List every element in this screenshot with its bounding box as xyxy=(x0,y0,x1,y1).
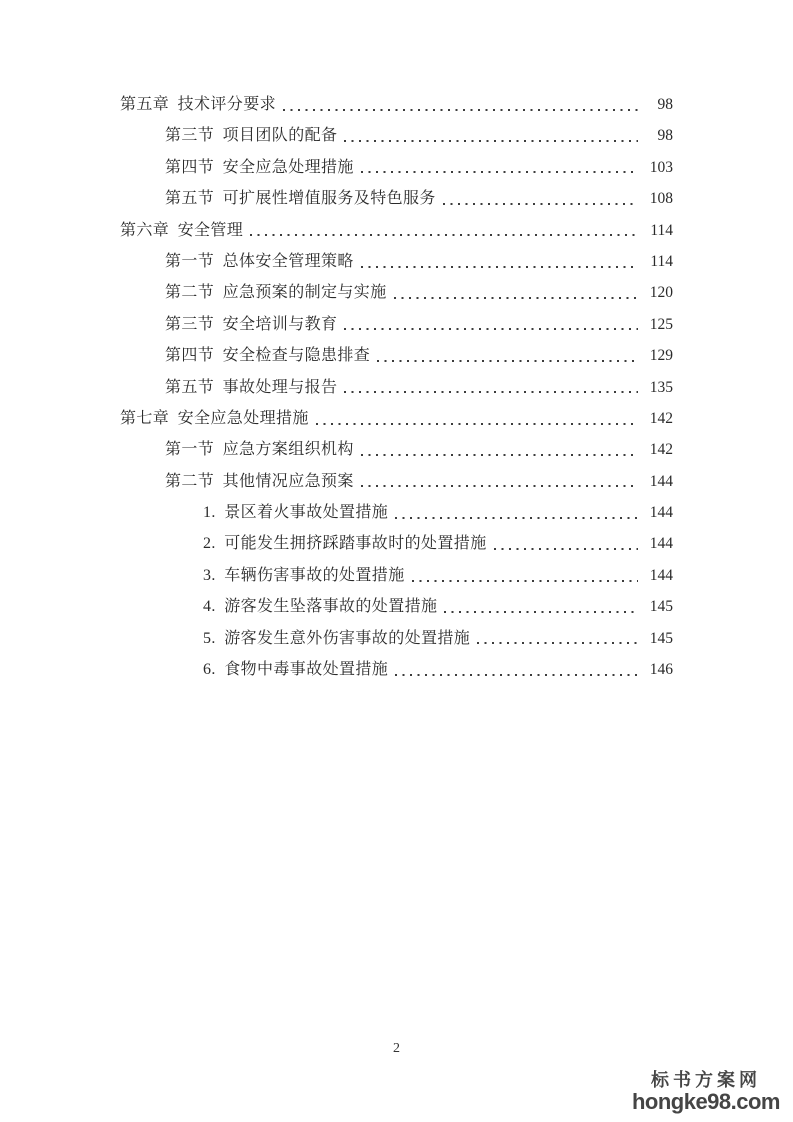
toc-entry xyxy=(120,183,673,214)
toc-entry xyxy=(120,560,673,591)
toc-entry-label: 第二节 其他情况应急预案 xyxy=(165,472,354,490)
dot-leader xyxy=(344,391,638,393)
toc-entry xyxy=(120,152,673,183)
toc-entry-page: 129 xyxy=(649,347,673,365)
page-number: 2 xyxy=(393,1041,400,1056)
toc-entry-page: 144 xyxy=(649,504,673,522)
toc-entry-label: 1. 景区着火事故处置措施 xyxy=(203,504,389,522)
toc-entry-label: 第一节 总体安全管理策略 xyxy=(165,252,354,270)
watermark-site-name: 标书方案网 xyxy=(650,1070,761,1091)
toc-entry-label: 第七章 安全应急处理措施 xyxy=(120,409,309,427)
dot-leader xyxy=(344,328,638,330)
toc-entry-label: 第六章 安全管理 xyxy=(120,221,244,239)
toc-entry xyxy=(120,434,673,465)
toc-entry-label: 4. 游客发生坠落事故的处置措施 xyxy=(203,598,438,616)
dot-leader xyxy=(283,109,638,111)
toc-entry-label: 6. 食物中毒事故处置措施 xyxy=(203,661,389,679)
toc-entry-page: 144 xyxy=(649,535,673,553)
toc-entry-page: 142 xyxy=(649,409,673,427)
toc-entry-page: 144 xyxy=(649,472,673,490)
watermark-site-url: hongke98.com xyxy=(631,1089,780,1115)
toc-entry-page: 114 xyxy=(650,221,673,239)
dot-leader xyxy=(361,454,638,456)
toc-entry-label: 第五节 事故处理与报告 xyxy=(165,378,338,396)
toc-entry xyxy=(120,120,673,151)
toc-entry-page: 120 xyxy=(649,284,673,302)
dot-leader xyxy=(477,642,638,644)
toc-entry xyxy=(120,215,673,246)
toc-entry xyxy=(120,591,673,622)
toc-entry-label: 第五节 可扩展性增值服务及特色服务 xyxy=(165,190,436,208)
toc-entry xyxy=(120,246,673,277)
toc-entry-page: 125 xyxy=(649,315,673,333)
toc-entry xyxy=(120,403,673,434)
watermark xyxy=(632,1071,780,1113)
dot-leader xyxy=(395,517,638,519)
toc-entry-page: 145 xyxy=(649,598,673,616)
toc-entry xyxy=(120,277,673,308)
dot-leader xyxy=(412,580,638,582)
toc-entry xyxy=(120,623,673,654)
toc-entry xyxy=(120,340,673,371)
toc-entry-label: 第二节 应急预案的制定与实施 xyxy=(165,284,387,302)
toc-entry xyxy=(120,497,673,528)
toc-entry-page: 145 xyxy=(649,629,673,647)
dot-leader xyxy=(316,423,638,425)
dot-leader xyxy=(361,171,638,173)
toc-entry-page: 108 xyxy=(649,190,673,208)
toc-entry-label: 第一节 应急方案组织机构 xyxy=(165,441,354,459)
toc-entry-label: 第四节 安全应急处理措施 xyxy=(165,158,354,176)
toc-entry xyxy=(120,309,673,340)
toc-entry-page: 114 xyxy=(650,252,673,270)
dot-leader xyxy=(395,674,638,676)
toc-entry-label: 第三节 安全培训与教育 xyxy=(165,315,338,333)
toc-entry-label: 2. 可能发生拥挤踩踏事故时的处置措施 xyxy=(203,535,487,553)
toc-entry-page: 98 xyxy=(657,96,673,113)
toc-entry xyxy=(120,654,673,685)
toc-entry-page: 144 xyxy=(649,566,673,584)
toc-entry-page: 146 xyxy=(649,661,673,679)
dot-leader xyxy=(361,485,638,487)
toc-entry-label: 第三节 项目团队的配备 xyxy=(165,127,338,145)
dot-leader xyxy=(444,611,638,613)
toc-entry xyxy=(120,466,673,497)
toc-entry-label: 第四节 安全检查与隐患排查 xyxy=(165,347,371,365)
toc-entry-label: 3. 车辆伤害事故的处置措施 xyxy=(203,566,405,584)
dot-leader xyxy=(344,140,638,142)
dot-leader xyxy=(377,360,638,362)
toc-entry-page: 135 xyxy=(649,378,673,396)
toc-entry-page: 103 xyxy=(649,158,673,176)
dot-leader xyxy=(443,203,638,205)
dot-leader xyxy=(361,266,638,268)
toc-entry xyxy=(120,372,673,403)
toc-entry xyxy=(120,89,673,120)
toc-entry xyxy=(120,528,673,559)
dot-leader xyxy=(250,234,638,236)
dot-leader xyxy=(394,297,638,299)
dot-leader xyxy=(494,548,638,550)
toc-entry-label: 第五章 技术评分要求 xyxy=(120,96,277,113)
toc-entry-page: 98 xyxy=(657,127,673,145)
toc-entry-page: 142 xyxy=(649,441,673,459)
table-of-contents xyxy=(120,89,673,685)
toc-entry-label: 5. 游客发生意外伤害事故的处置措施 xyxy=(203,629,471,647)
